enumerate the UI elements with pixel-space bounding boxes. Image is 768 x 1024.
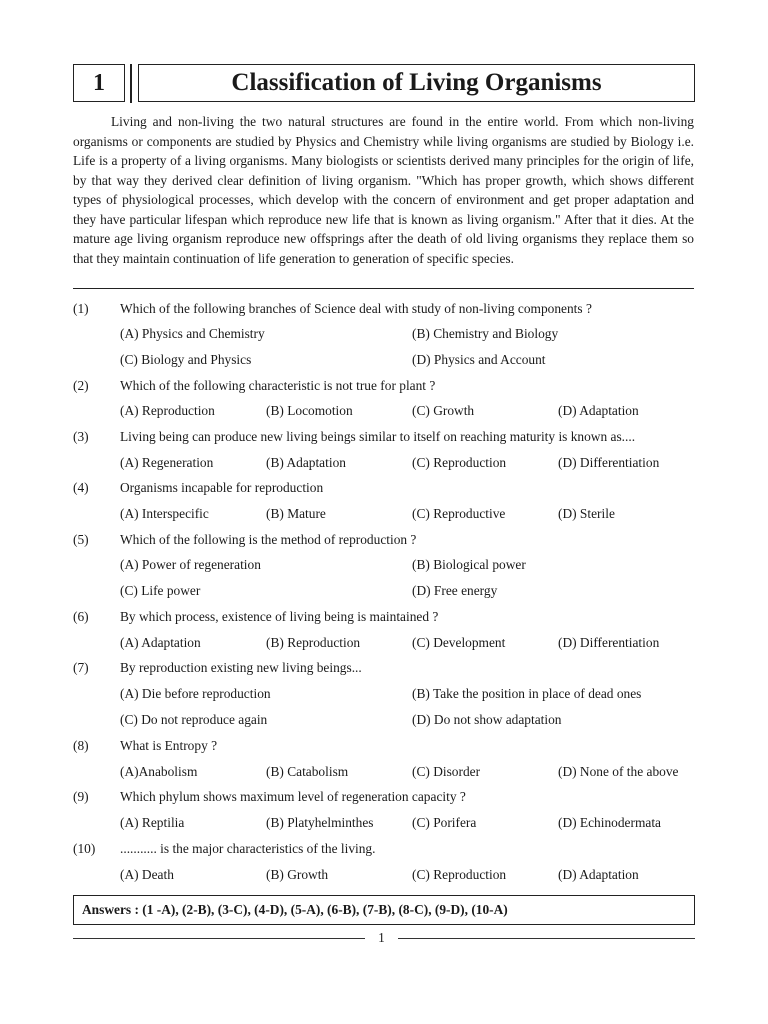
option-a: (A) Reptilia [120, 815, 185, 830]
option-b: (B) Platyhelminthes [266, 815, 374, 830]
option-c: (C) Disorder [412, 764, 481, 779]
option-c: (C) Reproduction [412, 455, 507, 470]
option-c: (C) Development [412, 635, 506, 650]
question-5-options-row-2 [73, 580, 694, 602]
question-number: (9) [73, 789, 89, 804]
option-d: (D) Do not show adaptation [412, 712, 562, 727]
question-number: (7) [73, 660, 89, 675]
option-d: (D) Echinodermata [558, 815, 661, 830]
option-c: (C) Do not reproduce again [120, 712, 268, 727]
question-text: What is Entropy ? [120, 738, 218, 753]
question-4 [73, 477, 694, 499]
intro-paragraph: Living and non-living the two natural structures are found in the entire world. From which non-living organisms or components are studied by Physics and Chemistry while living organisms are studied by Biology i.e. Life is a property of a living organisms. Many biologists or scientists derived many principles for the origin of life, by that way they derived clear definition of living organism. "Which has proper growth, which shows different types of physiological processes, which develop with the concern of environment and get proper adaptation and they have particular lifespan which reproduce new life that is known as living organism." After that it dies. At the mature age living organism reproduce new offsprings after the death of old living organisms they replace them so that they maintain continuation of life generation to generation of specific species. [73, 114, 694, 266]
question-text: By which process, existence of living being is maintained ? [120, 609, 439, 624]
question-6-options [73, 632, 694, 654]
option-a: (A) Physics and Chemistry [120, 326, 265, 341]
question-8 [73, 735, 694, 757]
question-number: (2) [73, 378, 89, 393]
option-a: (A) Power of regeneration [120, 557, 261, 572]
option-a: (A)Anabolism [120, 764, 198, 779]
question-2-options [73, 400, 694, 422]
option-a: (A) Die before reproduction [120, 686, 271, 701]
question-5-options-row-1 [73, 554, 694, 576]
option-c: (C) Reproduction [412, 867, 507, 882]
question-7-options-row-1 [73, 683, 694, 705]
option-a: (A) Adaptation [120, 635, 201, 650]
intro-divider [73, 288, 694, 289]
question-7-options-row-2 [73, 709, 694, 731]
question-number: (5) [73, 532, 89, 547]
question-1-options-row-1 [73, 323, 694, 345]
option-d: (D) None of the above [558, 764, 679, 779]
footer-rule-right [398, 938, 695, 939]
option-c: (C) Growth [412, 403, 475, 418]
question-text: Which of the following branches of Science deal with study of non-living components ? [120, 301, 592, 316]
option-b: (B) Catabolism [266, 764, 349, 779]
question-number: (1) [73, 301, 89, 316]
option-b: (B) Biological power [412, 557, 526, 572]
option-a: (A) Regeneration [120, 455, 214, 470]
question-number: (8) [73, 738, 89, 753]
question-10 [73, 838, 694, 860]
question-5 [73, 529, 694, 551]
option-d: (D) Adaptation [558, 403, 639, 418]
question-number: (3) [73, 429, 89, 444]
option-d: (D) Free energy [412, 583, 498, 598]
question-number: (10) [73, 841, 96, 856]
question-3-options [73, 452, 694, 474]
chapter-title-text: Classification of Living Organisms [231, 69, 602, 96]
question-6 [73, 606, 694, 628]
question-number: (6) [73, 609, 89, 624]
question-9 [73, 786, 694, 808]
question-text: Which phylum shows maximum level of regeneration capacity ? [120, 789, 466, 804]
question-4-options [73, 503, 694, 525]
answer-key: Answers : (1 -A), (2-B), (3-C), (4-D), (5-A), (6-B), (7-B), (8-C), (9-D), (10-A) [73, 895, 695, 925]
option-c: (C) Reproductive [412, 506, 506, 521]
option-b: (B) Adaptation [266, 455, 346, 470]
question-10-options [73, 864, 694, 886]
option-b: (B) Mature [266, 506, 326, 521]
option-c: (C) Biology and Physics [120, 352, 252, 367]
option-a: (A) Interspecific [120, 506, 209, 521]
option-d: (D) Adaptation [558, 867, 639, 882]
option-d: (D) Differentiation [558, 635, 660, 650]
question-text: Living being can produce new living beings similar to itself on reaching maturity is known as.... [120, 429, 636, 444]
chapter-title [138, 64, 695, 102]
question-number: (4) [73, 480, 89, 495]
question-text: Which of the following is the method of reproduction ? [120, 532, 417, 547]
option-a: (A) Reproduction [120, 403, 215, 418]
page-number: 1 [378, 930, 385, 945]
option-c: (C) Life power [120, 583, 201, 598]
question-1 [73, 298, 694, 320]
option-b: (B) Reproduction [266, 635, 361, 650]
option-d: (D) Sterile [558, 506, 615, 521]
option-b: (B) Locomotion [266, 403, 353, 418]
question-2 [73, 375, 694, 397]
question-text: ........... is the major characteristics of the living. [120, 841, 376, 856]
question-9-options [73, 812, 694, 834]
question-8-options [73, 761, 694, 783]
option-b: (B) Growth [266, 867, 329, 882]
question-text: By reproduction existing new living beings... [120, 660, 362, 675]
option-c: (C) Porifera [412, 815, 477, 830]
question-1-options-row-2 [73, 349, 694, 371]
question-text: Organisms incapable for reproduction [120, 480, 324, 495]
option-d: (D) Physics and Account [412, 352, 546, 367]
option-b: (B) Chemistry and Biology [412, 326, 559, 341]
question-7 [73, 657, 694, 679]
option-b: (B) Take the position in place of dead ones [412, 686, 642, 701]
option-d: (D) Differentiation [558, 455, 660, 470]
question-3 [73, 426, 694, 448]
chapter-number: 1 [73, 64, 125, 102]
option-a: (A) Death [120, 867, 174, 882]
footer-rule-left [73, 938, 365, 939]
question-text: Which of the following characteristic is not true for plant ? [120, 378, 436, 393]
